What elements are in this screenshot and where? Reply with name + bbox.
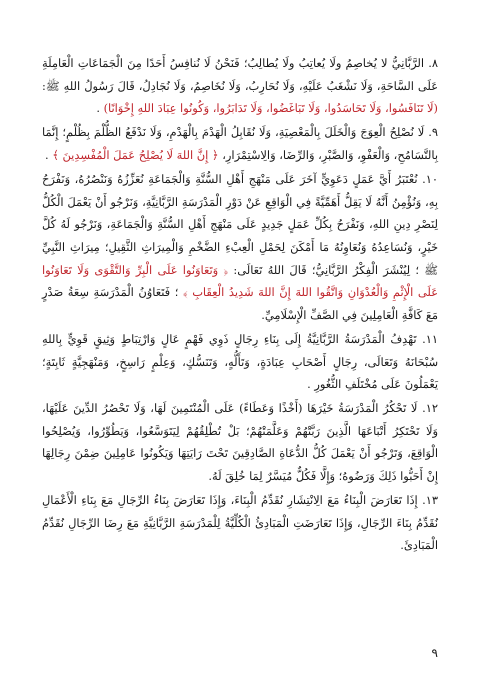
paragraph-text: . (96, 101, 104, 116)
paragraph-text: إِذَا تَعَارَضَ الْبِنَاءُ مَعَ الِانْتِشَارِ نُقَدِّمُ الْبِنَاءَ، وَإِذَا تَعَارَضَ بِنَاءُ الرِّجَالِ مَعَ بِنَاءِ الْأَعْمَالِ نُقَدِّمُ بِنَاءَ الرِّجَالِ، وَإِذَا تَعَارَضَتِ الْمَبَادِئُ الْكُلِّيَّةُ لِلْمَدْرَسَةِ الرَّبَّانِيَّةِ مَعَ رِضَا الرِّجَالِ نُقَدِّمُ الْمَبَادِئَ. (42, 493, 438, 553)
paragraph-text: ؛ فَتَعَاوُنُ الْمَدْرَسَةِ سِعَةُ صَدْرٍ مَعَ كَافَّةِ الْعَامِلِينَ فِي الصَّفِّ الْإِسْلَامِيِّ. (42, 285, 438, 322)
paragraph-list (42, 52, 438, 557)
paragraph-number: ١٣. (422, 493, 438, 508)
paragraph-10 (42, 168, 438, 326)
paragraph-11 (42, 328, 438, 396)
paragraph-text: لَا تَحْكُرُ الْمَدْرَسَةُ خَيْرَهَا (أَخْذًا وَعَطَاءً) عَلَى الْمُنْتَمِينَ لَهَا، وَلَا تَحْصُرُ الدِّينَ عَلَيْهَا، وَلَا تَحْتَكِرُ أَتْبَاعَهَا الَّذِينَ رَبَّتْهُمْ وَعَلَّمَتْهُمْ؛ بَلْ تُطْلِقُهُمْ لِيَتَوَسَّعُوا، وَيَطُوِّرُوا، وَيُصْلِحُوا الْوَاقِعَ، وَتَرْجُو أَنْ يَعْمَلَ كُلُّ الدُّعَاةِ الصَّادِقِينَ تَحْتَ رَايَتِهَا وَيَكُونُوا عَامِلِينَ ضِمْنَ رِجَالِهَا إِنْ أَحَبُّوا ذَلِكَ وَرَضُوهُ؛ وَإِلَّا فَكُلٌّ مُيَسَّرٌ لِمَا خُلِقَ لَهُ. (42, 401, 438, 484)
paragraph-number: ٨. (428, 56, 438, 70)
paragraph-8 (42, 52, 438, 120)
quran-verse: ﴿ وَتَعَاوَنُوا عَلَى الْبِرِّ وَالتَّقْوَى وَلَا تَعَاوَنُوا عَلَى الْإِثْمِ وَالْعُدْوَانِ وَاتَّقُوا اللهَ إِنَّ اللهَ شَدِيدُ الْعِقَابِ ﴾ (42, 262, 438, 300)
paragraph-9 (42, 121, 438, 166)
paragraph-number: ٩. (428, 125, 438, 140)
paragraph-text: نُعْتَبَرُ أَيَّ عَمَلٍ دَعَوِيٍّ آخَرَ عَلَى مَنْهَجِ أَهْلِ السُّنَّةِ وَالْجَمَاعَةِ نُعَزِّزُهُ وَنَنْصُرُهُ، وَنَفْرَحُ بِهِ، وَنُؤْمِنُ أَنَّهُ لَا يَقِلُّ أَهَمِّيَّةً فِي الْوَاقِعِ عَنْ دَوْرِ الْمَدْرَسَةِ الرَّبَّانِيَّةِ، وَنَرْجُو أَنْ يَعْمَلَ الْكُلُّ لِنَصْرِ دِينِ اللهِ، وَنَفْرَحُ بِكُلِّ عَمَلٍ جَدِيدٍ عَلَى مَنْهَجِ أَهْلِ السُّنَّةِ وَالْجَمَاعَةِ، وَنَرْجُو لَهُ كُلَّ خَيْرٍ، وَنُسَاعِدُهُ وَنُعَاوِنُهُ مَا أَمْكَنَ لِحَمْلِ الْعِبْءِ الضَّخْمِ وَالْمِيرَاثِ الثَّقِيلِ؛ مِيرَاثِ النَّبِيِّ ﷺ ؛ لِيُنْشَرَ الْفِكْرُ الرَّبَّانِيُّ؛ قَالَ اللهُ تَعَالَى: (42, 172, 438, 277)
paragraph-number: ١١. (422, 331, 438, 346)
paragraph-number: ١٠. (422, 172, 438, 187)
paragraph-13 (42, 489, 438, 557)
paragraph-number: ١٢. (422, 401, 438, 416)
paragraph-text: . (44, 147, 53, 162)
paragraph-text: تَهْدِفُ الْمَدْرَسَةُ الرَّبَّانِيَّةُ إِلَى بِنَاءِ رِجَالٍ ذَوِي فَهْمٍ عَالٍ وَارْتِبَاطٍ وَثِيقٍ قَوِيٍّ بِاللهِ سُبْحَانَهُ وَتَعَالَى، رِجَالٍ أَصْحَابِ عِبَادَةٍ، وَتَأَلُّهٍ، وَتَنَسُّكٍ، وَعِلْمٍ رَاسِخٍ، وَمَنْهَجِيَّةٍ ثَابِتَةٍ؛ يَعْمَلُونَ عَلَى مُخْتَلَفِ الثُّغُورِ . (42, 331, 438, 392)
quran-verse: ﴿ إِنَّ اللهَ لَا يُصْلِحُ عَمَلَ الْمُفْسِدِينَ ﴾ (52, 147, 219, 162)
paragraph-text: الرَّبَّانِيُّ لا يُخاصِمُ ولَا يُعاتِبُ ولَا يُطالِبُ؛ فَنَحْنُ لَا نُنافِسُ أَحَدًا مِنَ الْجَمَاعَاتِ الْعَامِلَةِ عَلَى السَّاحَةِ، وَلَا نَشْغَبُ عَلَيْهِ، وَلَا نُحَارِبُ، وَلَا نُخَاصِمُ، وَلَا نُجَادِلُ، قَالَ رَسُولُ اللهِ ﷺ: (42, 56, 438, 93)
hadith-quote: (لَا تَنَافَسُوا، وَلَا تَحَاسَدُوا، وَلَا تَبَاغَضُوا، وَلَا تَدَابَرُوا، وَكُونُوا عِبَادَ اللهِ إِخْوَانًا) (103, 101, 438, 116)
page-number: ٩ (431, 646, 438, 660)
paragraph-12 (42, 397, 438, 487)
paragraph-text: لَا نُصْلِحُ الْعِوَجَ وَالْخَلَلَ بِالْمَعْصِيَةِ، وَلَا نُقَابِلُ الْهَدْمَ بِالْهَدْمِ، وَلَا نَدْفَعُ الظُّلْمَ بِظُلْمٍ؛ إِنَّمَا بِالتَّسَامُحِ، وَالْعَفْوِ، وَالصَّبْرِ، وَالرِّضَا، وَالِاسْتِمْرَارِ، (42, 125, 438, 162)
